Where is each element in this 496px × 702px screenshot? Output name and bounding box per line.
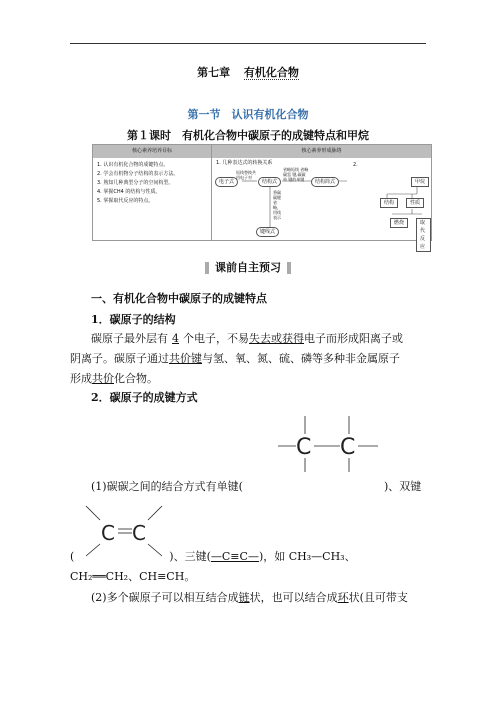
paragraph-line <box>70 548 356 566</box>
heading-1-1: 1．碳原子的结构 <box>91 313 176 326</box>
goals-list <box>93 159 211 208</box>
goal-item: 5. 掌握取代反应的特点。 <box>97 198 154 204</box>
single-bond-structure <box>278 412 378 472</box>
text: 状(且可带支 <box>348 591 408 604</box>
diagram-item-1: 1. 几种表达式的转换关系 <box>216 160 273 166</box>
diagram-item-2: 2. <box>353 162 358 168</box>
carbon-atom: C <box>132 521 146 545</box>
header-rule <box>70 43 426 44</box>
preview-banner <box>0 259 496 275</box>
note-c: 将碳碳键省略，用线表示 <box>273 190 281 220</box>
goals-header: 核心素养培养目标 <box>93 145 211 158</box>
chapter-title: 有机化合物 <box>243 66 299 79</box>
goal-item: 1. 认识有机化合物的成键特点。 <box>97 162 169 168</box>
text: 碳原子最外层有 <box>91 332 168 345</box>
carbon-atom: C <box>340 435 356 460</box>
note-a: 短线替换共用电子对 <box>236 170 256 180</box>
fill-blank: 共价键 <box>169 352 202 365</box>
banner-text: 课前自主预习 <box>215 261 281 274</box>
double-bond-label: )、双键 <box>384 480 422 493</box>
structural-formula-node: 结构式 <box>258 177 281 187</box>
methane-box: 甲烷 <box>411 177 429 187</box>
text: 化合物。 <box>114 372 158 385</box>
text: 形成 <box>70 372 92 385</box>
fill-blank: 共价 <box>92 372 114 385</box>
text: 状，也可以结合成 <box>249 591 338 604</box>
banner-right-bar <box>287 262 291 274</box>
lesson-title: 第１课时 有机化合物中碳原子的成键特点和甲烷 <box>127 129 369 142</box>
carbon-atom: C <box>296 435 312 460</box>
goal-item: 3. 熟知几种典型分子的空间构型。 <box>97 180 174 186</box>
paragraph-line <box>91 330 403 348</box>
text: ( <box>70 550 75 563</box>
paragraph-line <box>91 589 408 607</box>
text: (2)多个碳原子可以相互结合成 <box>91 591 239 604</box>
section-title: 第一节 认识有机化合物 <box>187 108 309 121</box>
text: )，如 CH₃—CH₃、 <box>258 550 356 563</box>
text: 个电子，不易 <box>183 332 249 345</box>
paragraph-line <box>70 370 158 388</box>
substitution-box: 取代反应 <box>416 218 431 252</box>
properties-box: 性质 <box>406 198 424 208</box>
fill-blank: 4 <box>172 332 179 345</box>
text: )、三键( <box>169 550 211 563</box>
goal-item: 2. 学会有机物分子结构的表示方法。 <box>97 171 179 177</box>
banner-left-bar <box>205 262 209 274</box>
paragraph-line <box>70 350 400 368</box>
electron-formula-node: 电子式 <box>215 177 238 187</box>
single-bond-label: (1)碳碳之间的结合方式有单键( <box>91 480 243 493</box>
triple-bond-fill: —C≡C— <box>210 550 259 563</box>
fill-blank: 环 <box>337 591 349 604</box>
paragraph-line: CH₂══CH₂、CH≡CH。 <box>70 570 196 583</box>
fill-blank: 链 <box>238 591 250 604</box>
bond-line-formula-node: 键线式 <box>256 227 279 237</box>
text: 电子而形成阳离子或 <box>304 332 403 345</box>
chapter-heading <box>0 64 496 80</box>
note-b: 省略短线 省略碳氢 键,碳碳单 键的单键 <box>283 167 309 182</box>
goals-table <box>92 144 432 250</box>
fill-blank: 失去或获得 <box>249 332 304 345</box>
text: 与氢、氧、氮、硫、磷等多种非金属原子 <box>202 352 400 365</box>
heading-1-2: 2．碳原子的成键方式 <box>91 391 198 404</box>
text: 阴离子。碳原子通过 <box>70 352 169 365</box>
goal-item: 4. 掌握CH4 的结构与性质。 <box>97 189 161 195</box>
simplified-formula-node: 结构简式 <box>311 177 339 187</box>
context-header: 核心素养形成脉络 <box>212 145 431 158</box>
combustion-box: 燃烧 <box>390 218 408 228</box>
chapter-label: 第七章 <box>197 66 231 79</box>
heading-1: 一、有机化合物中碳原子的成键特点 <box>91 292 267 305</box>
structure-box: 结构 <box>380 198 398 208</box>
carbon-atom: C <box>101 521 115 545</box>
